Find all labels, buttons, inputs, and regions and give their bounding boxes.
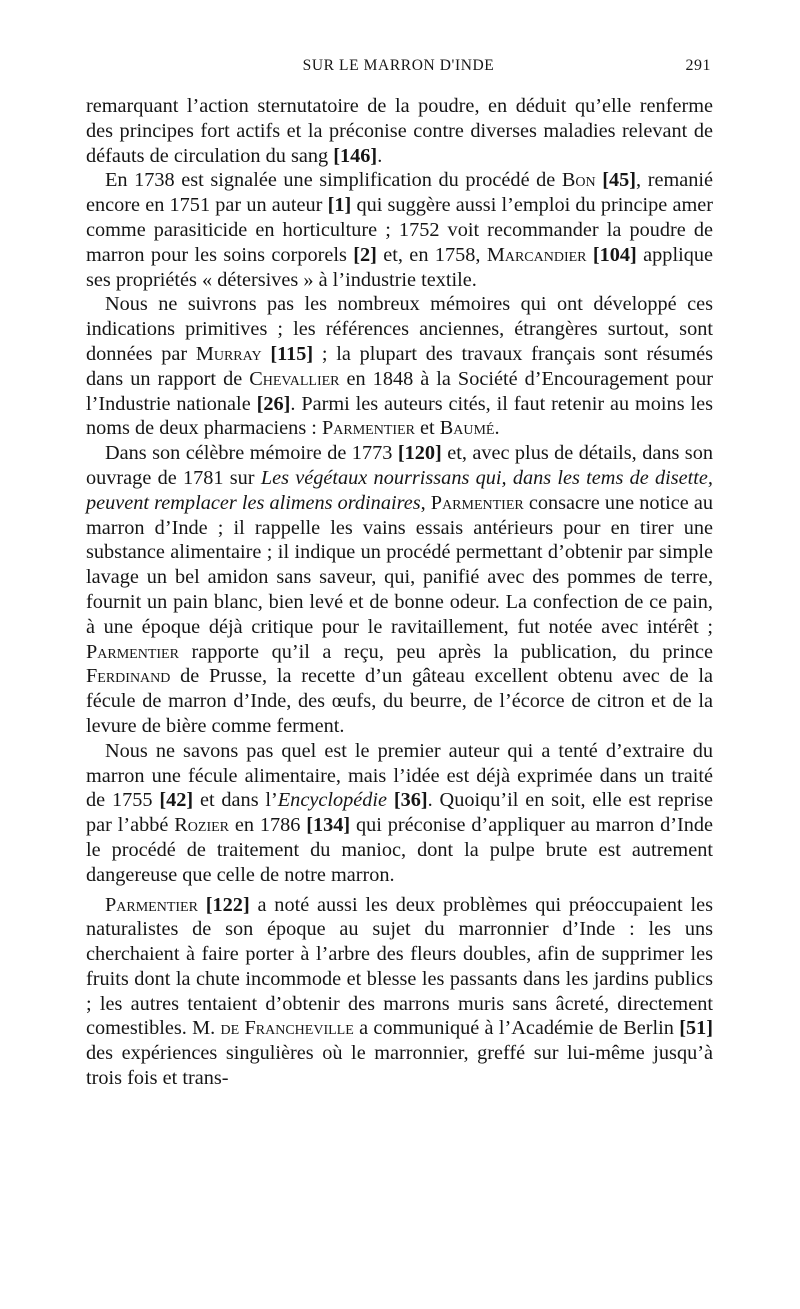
author-name: Rozier [174, 814, 230, 837]
reference-number: [104] [592, 243, 637, 266]
reference-number: [115] [270, 342, 314, 365]
reference-number: [146] [333, 144, 378, 167]
text-run: des expériences singulières où le marronnier, greffé sur lui-même jusqu’à trois fois et trans- [86, 1042, 713, 1090]
text-run: Nous ne suivrons pas les nombreux mémoires qui ont développé ces indications primitives ; les références anciennes, étrangères surtout, sont données par [86, 293, 713, 365]
author-name: Parmentier [86, 640, 179, 663]
reference-number: [26] [256, 392, 291, 415]
author-name: Marcandier [486, 243, 587, 266]
author-name: Parmentier [105, 893, 198, 916]
text-run: qui suggère aussi l’emploi du principe amer comme parasiticide en horticulture ; 1752 voit recommander la poudre de marron pour les soins corporels [86, 194, 713, 266]
author-name: Bon [561, 169, 596, 192]
reference-number: [42] [159, 789, 194, 812]
paragraph [86, 168, 713, 292]
text-run: a noté aussi les deux problèmes qui préoccupaient les naturalistes de son époque au sujet du marronnier d’Inde : les uns cherchaient à faire porter à l’arbre des fleurs doubles, afin de supprimer les fruits dont la chute incommode et blesse les passants dans les jardins publics ; les autres tentaient d’obtenir des marrons muris sans âcreté, directement comestibles. M. [86, 893, 714, 1040]
text-run: . Parmi les auteurs cités, il faut retenir au moins les noms de deux pharmaciens : [86, 392, 713, 440]
text-run: . Quoiqu’il en soit, elle est reprise par l’abbé [86, 789, 713, 837]
reference-number: [45] [602, 169, 637, 192]
text-run [198, 894, 206, 916]
text-run: et, en 1758, [376, 243, 487, 266]
reference-number: [122] [205, 893, 250, 916]
text-run: remarquant l’action sternutatoire de la poudre, en déduit qu’elle renferme des principes fort actifs et la préconise contre diverses maladies relevant de défauts de circulation du sang [86, 95, 713, 167]
author-name: Chevallier [249, 367, 340, 390]
author-name: Parmentier [322, 417, 415, 440]
reference-number: [1] [327, 194, 352, 217]
text-run: Nous ne savons pas quel est le premier auteur qui a tenté d’extraire du marron une fécule alimentaire, mais l’idée est déjà exprimée dans un traité de 1755 [86, 739, 713, 812]
text-run: . [494, 417, 500, 440]
text-run: et [414, 417, 440, 440]
page-number: 291 [685, 57, 711, 74]
text-run [387, 789, 394, 811]
text-run: en 1848 à la Société d’Encouragement pour l’Industrie nationale [86, 367, 713, 415]
text-run: . [377, 144, 383, 167]
text-run: et, avec plus de détails, dans son ouvrage de 1781 sur [86, 442, 713, 489]
page-header [86, 57, 711, 79]
italic-title: Les végétaux nourrissans qui, dans les tems de disette, peuvent remplacer les alimens ordinaires [86, 466, 714, 514]
text-run: de Prusse, la recette d’un gâteau excellent obtenu avec de la fécule de marron d’Inde, des œufs, du beurre, de l’écorce de citron et de la levure de bière comme ferment. [86, 665, 713, 737]
reference-number: [134] [306, 814, 351, 837]
text-run: consacre une notice au marron d’Inde ; il rappelle les vains essais antérieurs pour en tirer une substance alimentaire ; il indique un procédé permettant d’obtenir par simple lavage un bel amidon sans saveur, qui, panifié avec des pommes de terre, fournit un pain blanc, bien levé et de bonne odeur. La confection de ce pain, à une époque déjà critique pour le ravitaillement, fut notée avec intérêt ; [86, 491, 714, 638]
text-run: qui préconise d’appliquer au marron d’Inde le procédé de traitement du manioc, dont la pulpe brute est autrement dangereuse que celle de notre marron. [86, 814, 713, 886]
paragraph [86, 94, 713, 168]
reference-number: [120] [397, 442, 442, 465]
paragraph [86, 893, 713, 1091]
paragraph [86, 739, 713, 888]
text-run: En 1738 est signalée une simplification du procédé de [105, 169, 562, 192]
running-title: SUR LE MARRON D'INDE [302, 57, 495, 74]
text-run: ; la plupart des travaux français sont résumés dans un rapport de [86, 342, 713, 390]
body-text [86, 94, 713, 1091]
text-run: Dans son célèbre mémoire de 1773 [105, 442, 398, 465]
paragraph [86, 292, 713, 441]
text-run: , [420, 491, 431, 514]
text-run: applique ses propriétés « détersives » à l’industrie textile. [86, 243, 714, 291]
author-name: Baumé [439, 417, 495, 440]
author-name: Murray [195, 342, 262, 365]
paragraph [86, 441, 713, 739]
text-run: et dans l’ [193, 789, 278, 812]
text-run: rapporte qu’il a reçu, peu après la publication, du prince [178, 640, 713, 663]
author-name: Parmentier [430, 491, 524, 514]
author-name: de Francheville [220, 1017, 354, 1040]
author-name: Ferdinand [86, 665, 171, 688]
reference-number: [2] [353, 243, 377, 266]
text-run: a communiqué à l’Académie de Berlin [353, 1017, 680, 1040]
reference-number: [36] [393, 789, 428, 812]
text-run: , remanié encore en 1751 par un auteur [86, 169, 713, 217]
italic-title: Encyclopédie [277, 789, 388, 812]
reference-number: [51] [679, 1017, 713, 1040]
text-run: en 1786 [229, 814, 307, 837]
